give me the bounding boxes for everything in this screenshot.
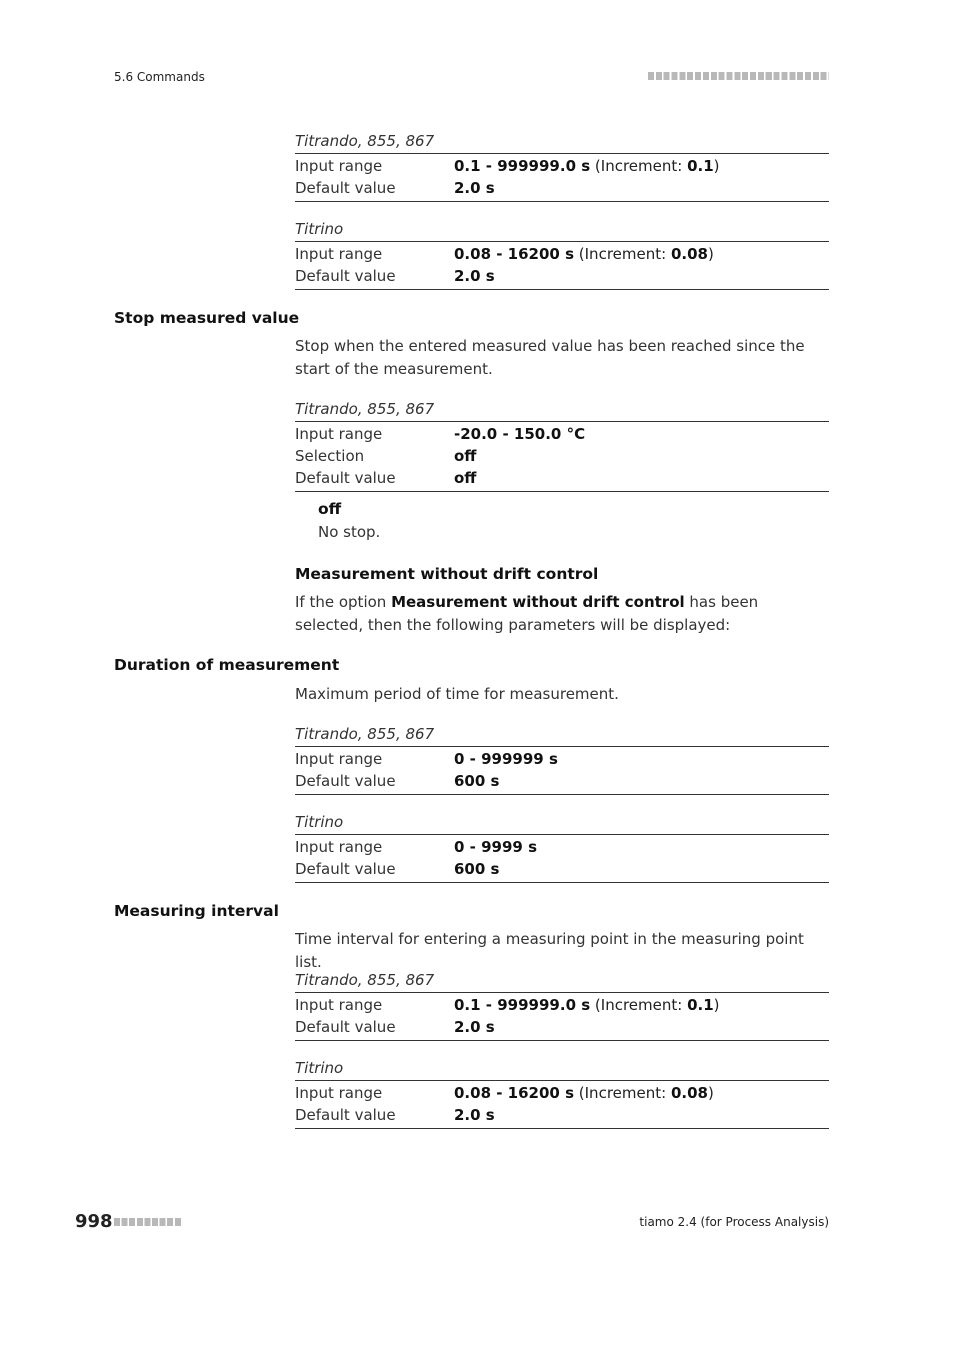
row-label: Input range: [295, 245, 383, 263]
table-row: [295, 243, 829, 265]
measurement-without-drift-description: [295, 591, 829, 636]
table-interval-titrino: [295, 1058, 829, 1129]
table-row: [295, 770, 829, 792]
row-label: Input range: [295, 838, 383, 856]
duration-description: Maximum period of time for measurement.: [295, 685, 619, 703]
increment-label: (Increment:: [590, 996, 688, 1014]
table-row: [295, 858, 829, 880]
heading-duration-of-measurement: Duration of measurement: [114, 656, 340, 674]
increment-label: (Increment:: [574, 245, 671, 263]
para-emphasis: Measurement without drift control: [391, 593, 685, 611]
table-row: [295, 748, 829, 770]
table-row: [295, 177, 829, 199]
row-label: Default value: [295, 860, 396, 878]
table-title: Titrino: [295, 220, 344, 238]
row-label: Default value: [295, 179, 396, 197]
table-title: Titrando, 855, 867: [295, 132, 435, 150]
table-row: [295, 1082, 829, 1104]
table-title: Titrando, 855, 867: [295, 971, 435, 989]
row-label: Default value: [295, 469, 396, 487]
table-title: Titrino: [295, 813, 344, 831]
table-row: [295, 1104, 829, 1126]
table-row: [295, 423, 829, 445]
table-row: [295, 467, 829, 489]
increment-value: 0.08: [670, 1084, 708, 1102]
row-value: 2.0 s: [454, 267, 495, 285]
heading-stop-measured-value: Stop measured value: [114, 309, 300, 327]
table-interval-titrando: [295, 970, 829, 1041]
table-row: [295, 265, 829, 287]
table-row: [295, 836, 829, 858]
row-label: Input range: [295, 750, 383, 768]
increment-close: ): [707, 1084, 714, 1102]
row-value: 600 s: [454, 772, 500, 790]
footer-decoration: [114, 1218, 182, 1226]
increment-label: (Increment:: [574, 1084, 671, 1102]
row-value: 0.1 - 999999.0 s: [454, 157, 591, 175]
table-duration-titrino: [295, 812, 829, 883]
row-label: Input range: [295, 157, 383, 175]
footer-product-title: tiamo 2.4 (for Process Analysis): [639, 1215, 829, 1229]
stop-measured-value-description: Stop when the entered measured value has been reached since the start of the measurement.: [295, 337, 805, 378]
heading-measurement-without-drift-control: Measurement without drift control: [295, 565, 599, 583]
row-value: 0 - 9999 s: [454, 838, 538, 856]
row-value: 0 - 999999 s: [454, 750, 558, 768]
row-value: off: [454, 447, 477, 465]
page-number: 998: [75, 1211, 113, 1232]
row-label: Input range: [295, 996, 383, 1014]
row-label: Default value: [295, 772, 396, 790]
row-label: Default value: [295, 267, 396, 285]
row-label: Selection: [295, 447, 365, 465]
row-value: 0.08 - 16200 s: [454, 1084, 575, 1102]
row-value: 0.1 - 999999.0 s: [454, 996, 591, 1014]
row-value: 2.0 s: [454, 1018, 495, 1036]
increment-value: 0.08: [670, 245, 708, 263]
increment-close: ): [707, 245, 714, 263]
increment-label: (Increment:: [590, 157, 688, 175]
table-titrino-1: [295, 219, 829, 290]
increment-close: ): [713, 996, 720, 1014]
option-term-off: off: [318, 500, 342, 518]
table-title: Titrino: [295, 1059, 344, 1077]
table-row: [295, 155, 829, 177]
para-text: has been selected, then the following parameters will be displayed:: [295, 593, 759, 634]
row-label: Input range: [295, 1084, 383, 1102]
heading-measuring-interval: Measuring interval: [114, 902, 279, 920]
table-title: Titrando, 855, 867: [295, 725, 435, 743]
table-stop-measured-value: [295, 399, 829, 492]
row-value: -20.0 - 150.0 °C: [454, 425, 586, 443]
increment-value: 0.1: [687, 996, 714, 1014]
increment-close: ): [713, 157, 720, 175]
table-title: Titrando, 855, 867: [295, 400, 435, 418]
row-value: 2.0 s: [454, 179, 495, 197]
measuring-interval-description: Time interval for entering a measuring point in the measuring point list.: [295, 930, 804, 971]
table-row: [295, 445, 829, 467]
table-row: [295, 994, 829, 1016]
row-value: 0.08 - 16200 s: [454, 245, 575, 263]
row-value: 600 s: [454, 860, 500, 878]
header-decoration: [648, 72, 829, 80]
row-value: off: [454, 469, 477, 487]
option-description: No stop.: [318, 523, 381, 541]
row-label: Default value: [295, 1018, 396, 1036]
increment-value: 0.1: [687, 157, 714, 175]
header-section-title: 5.6 Commands: [114, 70, 205, 84]
row-value: 2.0 s: [454, 1106, 495, 1124]
table-titrando-1: [295, 131, 829, 202]
row-label: Default value: [295, 1106, 396, 1124]
row-label: Input range: [295, 425, 383, 443]
table-row: [295, 1016, 829, 1038]
table-duration-titrando: [295, 724, 829, 795]
para-text: If the option: [295, 593, 392, 611]
